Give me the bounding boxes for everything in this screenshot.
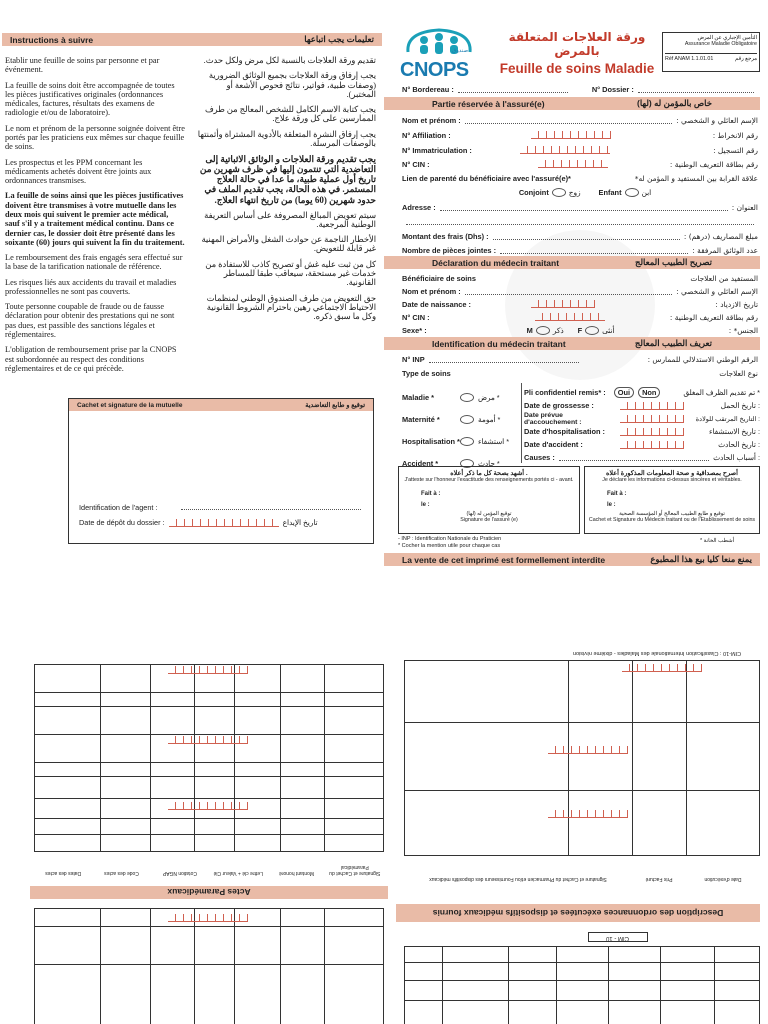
cim-grid-line bbox=[404, 980, 760, 981]
sexe-m-label: M bbox=[526, 325, 533, 335]
cin-ar: رقم بطاقة التعريف الوطنية : bbox=[669, 159, 758, 169]
actes-grid-col bbox=[324, 664, 325, 852]
ordo-col-signature: Signature et Cachet du Pharmacien et/ou Fournisseurs des dispositifs médicaux bbox=[429, 876, 607, 882]
assure-sig-label: Signature de l'assuré (e) bbox=[460, 517, 518, 523]
actes-grid-line bbox=[34, 834, 384, 835]
cim-grid-col bbox=[508, 946, 509, 1024]
note-cocher-ar: * أشطب الخانة bbox=[700, 538, 735, 544]
immatriculation-field[interactable] bbox=[520, 146, 610, 154]
benef-cin-label: N° CIN : bbox=[402, 312, 430, 322]
ordo-grid-line bbox=[404, 722, 760, 723]
adresse-field-2[interactable] bbox=[406, 218, 754, 225]
type-soins-row bbox=[402, 367, 758, 379]
soin-maladie-ar: مرض * bbox=[478, 392, 500, 402]
instruction-fr-5: La feuille de soins ainsi que les pièces justificatives doivent être transmises à votre mutuelle dans les deux mois qui suivent le premier acte médical, sauf s'il y a traitement médical continu. Dans ce dernier cas, le dossier doit être présenté dans les soixante (60) jours qui suivent la fin du traitement. bbox=[5, 191, 185, 247]
immatriculation-ar: رقم التسجيل : bbox=[713, 145, 758, 155]
date-grossesse-row bbox=[524, 399, 760, 412]
medecin-band bbox=[384, 256, 760, 269]
instruction-fr-8: Toute personne coupable de fraude ou de fausse déclaration pour obtenir des prestations qui ne sont pas dues, est passible des sanctions légales et réglementaires. bbox=[5, 302, 175, 340]
mutuelle-title-fr: Cachet et signature de la mutuelle bbox=[77, 401, 183, 409]
actes-grid-line bbox=[34, 964, 384, 965]
affiliation-label: N° Affiliation : bbox=[402, 130, 451, 140]
assure-sig-label-ar: توقيع المؤمن له (لها) bbox=[466, 511, 512, 517]
soin-maternite-radio[interactable] bbox=[460, 415, 474, 424]
amo-stamp-fr: Assurance Maladie Obligatoire bbox=[684, 41, 757, 47]
ordo-col-prix: Prix Facturé bbox=[645, 876, 673, 882]
actes-grid-line bbox=[34, 926, 384, 927]
date-accident-row bbox=[524, 438, 760, 451]
soin-maternite-label: Maternité * bbox=[402, 414, 440, 424]
soin-maladie bbox=[402, 386, 522, 408]
actes-inp-field-2[interactable] bbox=[168, 736, 248, 744]
ident-band-ar: تعريف الطبيب المعالج bbox=[634, 338, 712, 348]
instruction-ar-3: يجب كتابة الاسم الكامل للشخص المعالج من طرف الممارسين على كل ورقة علاج. bbox=[204, 105, 376, 124]
cim-grid-col bbox=[608, 946, 609, 1024]
benef-cin-ar: رقم بطاقة التعريف الوطنية : bbox=[669, 312, 758, 322]
form-title bbox=[492, 30, 662, 76]
date-hospitalisation-label: Date d'hospitalisation : bbox=[524, 427, 606, 436]
adresse-field[interactable] bbox=[440, 204, 728, 211]
instruction-fr-2: La feuille de soins doit être accompagnée de toutes les pièces justificatives originales (ordonnances médicales, factures, résultats des examens de radiologie et/ou de laboratoire). bbox=[5, 80, 175, 118]
soins-type-list bbox=[402, 386, 522, 474]
actes-inp-field-4[interactable] bbox=[168, 914, 248, 922]
actes-grid-line bbox=[34, 798, 384, 799]
instruction-fr-1: Etablir une feuille de soins par personne et par événement. bbox=[5, 56, 160, 75]
ordonnances-title: Description des ordonnances exécutées et dispositifs médicaux fournis bbox=[432, 908, 724, 918]
montant-ar: مبلغ المصاريف (درهم) : bbox=[683, 231, 758, 241]
medecin-signature-box[interactable] bbox=[584, 466, 760, 534]
actes-grid-col bbox=[194, 908, 195, 1024]
actes-grid-col bbox=[150, 908, 151, 1024]
causes-field[interactable] bbox=[559, 454, 709, 461]
footer-ar: يمنع منعا كليا بيع هذا المطبوع bbox=[650, 554, 752, 564]
cnops-logo-ar: صندوق bbox=[452, 48, 469, 54]
assure-band-fr: Partie réservée à l'assuré(e) bbox=[432, 98, 545, 109]
deposit-date-row bbox=[79, 518, 369, 527]
ordo-col-date: Date d'exécution bbox=[704, 876, 742, 882]
actes-grid-line bbox=[34, 818, 384, 819]
medecin-fait-label: Fait à : bbox=[607, 491, 627, 497]
assure-le-label: le : bbox=[421, 502, 430, 508]
date-accouchement-field[interactable] bbox=[620, 415, 684, 423]
assure-name-ar: الإسم العائلي و الشخصي : bbox=[676, 115, 758, 125]
instruction-ar-5: يجب تقديم ورقة العلاجات و الوثائق الاثباتية إلى التعاضدية التي تنتمون إليها في ظرف شهرين من تاريخ أول عملية طبية، ما عدا في حالة العلاج المستمر. في هذه الحالة، يجب تقديم الملف في حدود شهرين (60 يوما) من تاريخ انتهاء العلاج. bbox=[199, 154, 376, 205]
date-accident-ar: تاريخ الحادث : bbox=[718, 440, 760, 449]
naissance-row bbox=[402, 298, 758, 310]
instruction-ar-2: يجب إرفاق ورقة العلاجات بجميع الوثائق الضرورية (وصفات طبية، فواتير، نتائج فحوص الأشعة أو المختبر). bbox=[208, 71, 376, 99]
mutuelle-title-ar: توقيع و طابع التعاضدية bbox=[305, 402, 365, 409]
assure-name-label: Nom et prénom : bbox=[402, 115, 461, 125]
sexe-f-radio[interactable] bbox=[585, 326, 599, 335]
sexe-ar: الجنس* : bbox=[728, 325, 758, 335]
date-accouchement-ar: التاريخ المرتقب للولادة : bbox=[695, 415, 760, 423]
adresse-ar: العنوان : bbox=[731, 202, 758, 212]
sexe-row bbox=[402, 324, 758, 336]
form-title-ar: ورقة العلاجات المتعلقة بالمرض bbox=[508, 30, 646, 58]
soins-divider bbox=[521, 383, 522, 463]
soin-hospitalisation bbox=[402, 430, 522, 452]
assure-name-row bbox=[402, 114, 758, 126]
conjoint-ar: زوج bbox=[568, 187, 581, 197]
ordo-inp-field-1[interactable] bbox=[622, 664, 702, 672]
date-grossesse-label: Date de grossesse : bbox=[524, 401, 594, 410]
cim-box[interactable] bbox=[588, 932, 648, 942]
benef-name-label: Nom et prénom : bbox=[402, 286, 461, 296]
ordo-grid-col bbox=[632, 660, 633, 856]
amo-ref-row bbox=[665, 53, 757, 62]
instruction-fr-7: Les risques liés aux accidents du travail et maladies professionnelles ne sont pas couverts. bbox=[5, 277, 177, 296]
assure-name-field[interactable] bbox=[465, 117, 672, 124]
soin-maladie-label: Maladie * bbox=[402, 392, 435, 402]
actes-paramedicaux-page bbox=[34, 658, 384, 1024]
immatriculation-label: N° Immatriculation : bbox=[402, 145, 472, 155]
type-soins-label: Type de soins bbox=[402, 368, 451, 378]
benef-name-field[interactable] bbox=[465, 288, 672, 295]
amo-ref-ar: مرجع رقم bbox=[735, 56, 757, 62]
footer-band bbox=[384, 553, 760, 566]
pli-oui-button[interactable]: Oui bbox=[614, 387, 634, 398]
pieces-row bbox=[402, 244, 758, 256]
cim-grid-line bbox=[404, 1000, 760, 1001]
medecin-sig-label: Cachet et Signature du Médecin traitant ou de l'Etablissement de soins bbox=[588, 517, 756, 523]
pli-label: Pli confidentiel remis* : bbox=[524, 388, 606, 397]
actes-grid-line bbox=[34, 776, 384, 777]
instruction-fr-6: Le remboursement des frais engagés sera effectué sur la base de la tarification nationale de référence. bbox=[5, 253, 183, 272]
actes-grid-col bbox=[234, 908, 235, 1024]
benef-name-ar: الإسم العائلي و الشخصي : bbox=[676, 286, 758, 296]
conjoint-enfant-row bbox=[402, 186, 758, 198]
form-title-fr: Feuille de soins Maladie bbox=[499, 61, 655, 76]
pieces-ar: عدد الوثائق المرفقة : bbox=[692, 245, 758, 255]
soin-maladie-radio[interactable] bbox=[460, 393, 474, 402]
actes-grid-col bbox=[100, 908, 101, 1024]
naissance-ar: تاريخ الازدياد : bbox=[715, 299, 758, 309]
causes-label: Causes : bbox=[524, 453, 555, 462]
actes-inp-field-3[interactable] bbox=[168, 802, 248, 810]
instruction-ar-6: سيتم تعويض المبالغ المصروفة على أساس التعريفة الوطنية المرجعية. bbox=[204, 210, 376, 229]
causes-row bbox=[524, 451, 760, 464]
date-hospitalisation-ar: تاريخ الاستشفاء : bbox=[709, 427, 760, 436]
cnops-logo-text: CNOPS bbox=[400, 59, 469, 81]
ordo-grid-col bbox=[686, 660, 687, 856]
actes-grid-col bbox=[280, 664, 281, 852]
instruction-ar-8: كل من ثبت عليه غش أو تصريح كاذب للاستفادة من خدمات غير مستحقة، سيعاقب طبقا للمساطر القانونية. bbox=[205, 259, 376, 288]
dossier-field[interactable] bbox=[638, 86, 754, 93]
ident-band-fr: Identification du médecin traitant bbox=[432, 338, 566, 349]
ordonnances-page bbox=[404, 650, 760, 1024]
instructions-title-fr: Instructions à suivre bbox=[10, 34, 94, 45]
cim-grid-col bbox=[660, 946, 661, 1024]
affiliation-ar: رقم الانخراط : bbox=[712, 130, 758, 140]
agent-id-field[interactable] bbox=[181, 509, 361, 510]
montant-field[interactable] bbox=[493, 233, 680, 240]
date-accident-label: Date d'accident : bbox=[524, 440, 583, 449]
ordo-inp-field-2[interactable] bbox=[548, 746, 628, 754]
amo-ref: Réf ANAM 1.1.01.01 bbox=[665, 56, 714, 62]
instruction-fr-3: Le nom et prénom de la personne soignée doivent être portés par les praticiens eux mêmes sur chaque feuille de soins. bbox=[5, 123, 185, 152]
date-grossesse-ar: تاريخ الحمل : bbox=[720, 401, 760, 410]
benef-cin-row bbox=[402, 311, 758, 323]
actes-grid-col bbox=[150, 664, 151, 852]
causes-ar: أسباب الحادث : bbox=[713, 453, 760, 462]
date-hospitalisation-field[interactable] bbox=[620, 428, 684, 436]
medecin-sig-label-ar: توقيع و طابع الطبيب المعالج أو المؤسسة الصحية bbox=[619, 511, 725, 517]
soin-hospitalisation-ar: استشفاء * bbox=[478, 436, 510, 446]
soin-hospitalisation-radio[interactable] bbox=[460, 437, 474, 446]
deposit-date-label: Date de dépôt du dossier : bbox=[79, 518, 165, 527]
instructions-header-band bbox=[2, 33, 382, 46]
inp-label: N° INP bbox=[402, 354, 425, 364]
actes-paramedicaux-title: Actes Paramédicaux bbox=[167, 887, 251, 898]
beneficiaire-row bbox=[402, 272, 758, 284]
actes-col-cotation: Cotation NGAP bbox=[162, 870, 197, 876]
date-accouchement-label: Date prévue d'accouchement : bbox=[524, 411, 582, 426]
assure-sig-ar: أشهد بصحة كل ما ذكر أعلاه . bbox=[450, 470, 528, 477]
actes-grid-line bbox=[34, 706, 384, 707]
date-grossesse-field[interactable] bbox=[620, 402, 684, 410]
date-hospitalisation-row bbox=[524, 425, 760, 438]
soin-hospitalisation-label: Hospitalisation * bbox=[402, 436, 460, 446]
dossier-label: N° Dossier : bbox=[591, 84, 634, 94]
instruction-fr-9: L'obligation de remboursement prise par la CNOPS est subordonnée au respect des conditions réglementaires et de ce qui précède. bbox=[5, 345, 177, 373]
medecin-sig-fr: Je déclare les informations ci-dessus sincères et véritables. bbox=[602, 477, 742, 483]
cim-grid-col bbox=[714, 946, 715, 1024]
actes-grid-col bbox=[194, 664, 195, 852]
soin-maternite bbox=[402, 408, 522, 430]
actes-column-headers bbox=[34, 854, 384, 876]
inp-row bbox=[402, 353, 758, 365]
sexe-f-ar: أنثى bbox=[602, 325, 615, 335]
actes-col-montant: Montant honoré bbox=[279, 870, 315, 876]
assure-sig-fr: J'atteste sur l'honneur l'exactitude des renseignements portés ci - avant. bbox=[404, 477, 574, 483]
soins-dates-list bbox=[524, 386, 760, 464]
cim-note: CIM-10 : Classification Internationale des Maladies - dixième révision bbox=[572, 650, 742, 656]
soin-maternite-ar: أمومة * bbox=[478, 414, 501, 424]
actes-grid-line bbox=[34, 692, 384, 693]
conjoint-label: Conjoint bbox=[518, 187, 549, 197]
affiliation-row bbox=[402, 129, 758, 141]
medecin-sig-ar: أصرح بمصداقية و صحة المعلومات المذكورة أعلاه bbox=[606, 470, 738, 477]
bordereau-label: N° Bordereau : bbox=[402, 84, 454, 94]
parente-ar: علاقة القرابة بين المستفيد و المؤمن له* bbox=[634, 173, 758, 183]
parente-label: Lien de parenté du bénéficiaire avec l'assuré(e)* bbox=[402, 173, 571, 183]
cim-grid-col bbox=[556, 946, 557, 1024]
inp-field[interactable] bbox=[429, 356, 579, 363]
actes-grid-col bbox=[234, 664, 235, 852]
sexe-label: Sexe* : bbox=[402, 325, 427, 335]
ident-band bbox=[384, 337, 760, 350]
actes-grid-line bbox=[34, 762, 384, 763]
benef-name-row bbox=[402, 285, 758, 297]
actes-grid-col bbox=[280, 908, 281, 1024]
adresse-row bbox=[402, 201, 758, 213]
deposit-date-field[interactable] bbox=[169, 519, 279, 527]
instruction-ar-9: حق التعويض من طرف الصندوق الوطني لمنظمات الاحتياط الاجتماعي رهين باحترام الشروط القانونية وكل ما سبق ذكره. bbox=[206, 293, 376, 322]
note-inp: - INP : Identification Nationale du Praticien bbox=[398, 536, 502, 542]
conjoint-radio[interactable] bbox=[552, 188, 566, 197]
ordonnances-grid[interactable] bbox=[404, 660, 760, 856]
pli-non-button[interactable]: Non bbox=[638, 387, 660, 398]
date-accident-field[interactable] bbox=[620, 441, 684, 449]
bordereau-field[interactable] bbox=[458, 86, 568, 93]
sexe-f-label: F bbox=[577, 325, 583, 335]
cnops-logo bbox=[400, 26, 478, 81]
type-soins-ar: نوع العلاجات bbox=[719, 368, 758, 378]
actes-grid-col bbox=[100, 664, 101, 852]
footer-fr: La vente de cet imprimé est formellement interdite bbox=[402, 554, 606, 565]
mutuelle-stamp-box[interactable] bbox=[68, 398, 374, 544]
beneficiaire-ar: المستفيد من العلاجات bbox=[690, 273, 758, 283]
pieces-field[interactable] bbox=[500, 247, 688, 254]
benef-cin-field[interactable] bbox=[535, 313, 605, 321]
cin-row bbox=[402, 158, 758, 170]
enfant-label: Enfant bbox=[598, 187, 622, 197]
pli-row bbox=[524, 386, 760, 399]
pieces-label: Nombre de pièces jointes : bbox=[402, 245, 497, 255]
actes-col-signature: Signature et Cachet du Paramédical bbox=[329, 864, 381, 876]
actes-col-lettre: Lettre clé + Valeur Clé bbox=[213, 870, 263, 876]
medecin-band-ar: تصريح الطبيب المعالج bbox=[634, 257, 712, 267]
instruction-fr-4: Les prospectus et les PPM concernant les médicaments achetés doivent être joints aux ordonnances transmises. bbox=[5, 157, 152, 186]
note-cocher: * Cocher la mention utile pour chaque cas bbox=[398, 543, 501, 549]
enfant-radio[interactable] bbox=[625, 188, 639, 197]
parente-row bbox=[402, 172, 758, 184]
sexe-m-radio[interactable] bbox=[536, 326, 550, 335]
date-accouchement-row bbox=[524, 412, 760, 425]
pli-ar: تم تقديم الظرف المغلق * bbox=[683, 388, 760, 397]
naissance-label: Date de naissance : bbox=[402, 299, 472, 309]
assure-band-ar: خاص بالمؤمن له (لها) bbox=[637, 98, 712, 108]
deposit-date-ar: تاريخ الإيداع bbox=[282, 518, 318, 527]
instructions-arabic-column bbox=[196, 56, 376, 327]
sexe-m-ar: ذكر bbox=[552, 325, 564, 335]
agent-id-label: Identification de l'agent : bbox=[79, 503, 158, 512]
amo-stamp-ar: التأمين الإجباري عن المرض bbox=[697, 35, 757, 41]
inp-ar: الرقم الوطني الاستدلالي للممارس : bbox=[647, 354, 758, 364]
ordonnances-band bbox=[396, 904, 760, 922]
medecin-le-label: le : bbox=[607, 502, 616, 508]
actes-grid-line bbox=[34, 734, 384, 735]
enfant-ar: ابن bbox=[641, 187, 652, 197]
instructions-title-ar: تعليمات يجب اتباعها bbox=[304, 34, 374, 44]
montant-row bbox=[402, 230, 758, 242]
actes-grid-col bbox=[324, 908, 325, 1024]
cim-label: CIM - 10 bbox=[606, 935, 630, 941]
bordereau-row bbox=[402, 83, 758, 95]
cin-label: N° CIN : bbox=[402, 159, 430, 169]
soin-accident-ar: حادث * bbox=[478, 458, 500, 468]
medecin-band-fr: Déclaration du médecin traitant bbox=[432, 257, 560, 268]
instructions-french-column bbox=[5, 56, 185, 379]
ordo-column-headers bbox=[404, 860, 760, 882]
ordo-grid-line bbox=[404, 790, 760, 791]
immatriculation-row bbox=[402, 144, 758, 156]
actes-col-code: Code des actes bbox=[104, 870, 139, 876]
actes-inp-field-1[interactable] bbox=[168, 666, 248, 674]
ordo-grid-col bbox=[568, 660, 569, 856]
adresse-label: Adresse : bbox=[402, 202, 436, 212]
cim-grid-col bbox=[442, 946, 443, 1024]
montant-label: Montant des frais (Dhs) : bbox=[402, 231, 489, 241]
cim-grid-line bbox=[404, 962, 760, 963]
adresse-row-2 bbox=[402, 215, 758, 227]
instruction-ar-7: الأخطار الناجمة عن حوادث الشغل والأمراض المهنية غير قابلة للتعويض. bbox=[201, 235, 376, 254]
actes-col-dates: Dates des actes bbox=[45, 870, 82, 876]
assure-fait-label: Fait à : bbox=[421, 491, 441, 497]
cim-grid[interactable] bbox=[404, 946, 760, 1024]
instruction-ar-4: يجب إرفاق النشرة المتعلقة بالأدوية المشتراة وأثمنتها بالوصفات المرسلة. bbox=[197, 129, 376, 148]
instruction-ar-1: تقديم ورقة العلاجات بالنسبة لكل مرض ولكل حدث. bbox=[203, 56, 376, 65]
ordo-inp-field-3[interactable] bbox=[548, 810, 628, 818]
assure-signature-box[interactable] bbox=[398, 466, 580, 534]
affiliation-field[interactable] bbox=[531, 131, 611, 139]
assure-band bbox=[384, 97, 760, 110]
naissance-field[interactable] bbox=[531, 300, 595, 308]
beneficiaire-label: Bénéficiaire de soins bbox=[402, 273, 476, 283]
cin-field[interactable] bbox=[538, 160, 608, 168]
soin-accident-label: Accident * bbox=[402, 458, 439, 468]
amo-stamp bbox=[662, 32, 760, 72]
actes-paramedicaux-band bbox=[30, 886, 388, 899]
mutuelle-box-header bbox=[69, 399, 373, 411]
